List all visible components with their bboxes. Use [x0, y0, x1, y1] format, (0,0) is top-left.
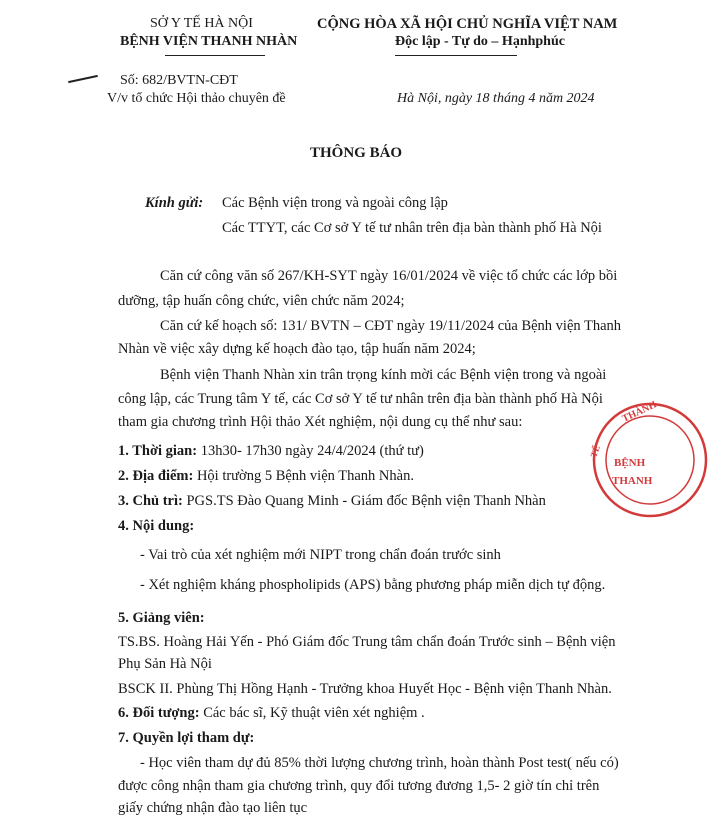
- place-date: Hà Nội, ngày 18 tháng 4 năm 2024: [397, 91, 595, 106]
- audience-value: Các bác sĩ, Kỹ thuật viên xét nghiệm .: [199, 705, 425, 721]
- para-1-line-2: dưỡng, tập huấn công chức, viên chức năm 2024;: [118, 293, 405, 309]
- motto-underline: [395, 55, 517, 56]
- para-3-line-1: Bệnh viện Thanh Nhàn xin trân trọng kính mời các Bệnh viện trong và ngoài: [160, 367, 607, 383]
- lecturer-label: 5. Giảng viên:: [118, 610, 205, 626]
- seal-text-mid1: BỆNH: [614, 457, 646, 469]
- para-2-line-1: Căn cứ kế hoạch số: 131/ BVTN – CĐT ngày 19/11/2024 của Bệnh viện Thanh: [160, 318, 622, 334]
- para-3-line-2: công lập, các Trung tâm Y tế, các Cơ sở Y tế tư nhân trên địa bàn thành phố Hà Nội: [118, 391, 603, 407]
- official-seal: [590, 400, 710, 520]
- chair-label: 3. Chủ trì:: [118, 493, 183, 509]
- motto: Độc lập - Tự do – Hạnhphúc: [395, 34, 565, 49]
- recipient-line-2: Các TTYT, các Cơ sở Y tế tư nhân trên địa bàn thành phố Hà Nội: [222, 220, 602, 236]
- recipient-line-1: Các Bệnh viện trong và ngoài công lập: [222, 195, 448, 211]
- para-2-line-2: Nhàn về việc xây dựng kế hoạch đào tạo, tập huấn năm 2024;: [118, 341, 476, 357]
- lecturer-1-line-1: TS.BS. Hoàng Hải Yến - Phó Giám đốc Trung tâm chẩn đoán Trước sinh – Bệnh viện: [118, 634, 616, 650]
- chair-value: PGS.TS Đào Quang Minh - Giám đốc Bệnh viện Thanh Nhàn: [182, 493, 546, 509]
- seal-outer-ring: [594, 404, 706, 516]
- item-time: [118, 443, 424, 460]
- seal-text-letter: TẾ: [588, 443, 602, 459]
- time-value: 13h30- 17h30 ngày 24/4/2024 (thứ tư): [197, 443, 424, 459]
- content-item-1: - Vai trò của xét nghiệm mới NIPT trong chẩn đoán trước sinh: [140, 547, 501, 563]
- pen-mark: [68, 75, 98, 83]
- doc-number: Số: 682/BVTN-CĐT: [120, 73, 238, 88]
- org-name: BỆNH VIỆN THANH NHÀN: [120, 34, 298, 49]
- seal-text-mid2: THANH: [612, 475, 653, 487]
- benefit-label: 7. Quyền lợi tham dự:: [118, 730, 255, 746]
- seal-text-top: THÀNH: [620, 399, 659, 425]
- para-1-line-1: Căn cứ công văn số 267/KH-SYT ngày 16/01/2024 về việc tổ chức các lớp bồi: [160, 268, 618, 284]
- benefit-line-1: - Học viên tham dự đủ 85% thời lượng chương trình, hoàn thành Post test( nếu có): [140, 755, 619, 771]
- recipients-label: Kính gửi:: [145, 195, 204, 211]
- item-chair: [118, 493, 546, 510]
- org-underline: [165, 55, 265, 56]
- content-item-2: - Xét nghiệm kháng phospholipids (APS) bằng phương pháp miễn dịch tự động.: [140, 577, 606, 593]
- org-parent: SỞ Y TẾ HÀ NỘI: [150, 16, 253, 31]
- place-value: Hội trường 5 Bệnh viện Thanh Nhàn.: [193, 468, 414, 484]
- benefit-line-3: giấy chứng nhận đào tạo liên tục: [118, 800, 308, 816]
- item-audience: [118, 705, 425, 722]
- time-label: 1. Thời gian:: [118, 443, 198, 459]
- audience-label: 6. Đối tượng:: [118, 705, 200, 721]
- para-3-line-3: tham gia chương trình Hội thảo Xét nghiệm, nội dung cụ thể như sau:: [118, 414, 523, 430]
- item-place: [118, 468, 414, 485]
- doc-subject: V/v tổ chức Hội thảo chuyên đề: [107, 91, 286, 106]
- lecturer-1-line-2: Phụ Sản Hà Nội: [118, 656, 212, 672]
- place-label: 2. Địa điểm:: [118, 468, 194, 484]
- benefit-line-2: được công nhận tham gia chương trình, quy đổi tương đương 1,5- 2 giờ tín chỉ trên: [118, 778, 600, 794]
- lecturer-2: BSCK II. Phùng Thị Hồng Hạnh - Trưởng khoa Huyết Học - Bệnh viện Thanh Nhàn.: [118, 681, 612, 697]
- nation-title: CỘNG HÒA XÃ HỘI CHỦ NGHĨA VIỆT NAM: [317, 16, 618, 32]
- content-label: 4. Nội dung:: [118, 518, 195, 534]
- page-title: THÔNG BÁO: [310, 145, 403, 161]
